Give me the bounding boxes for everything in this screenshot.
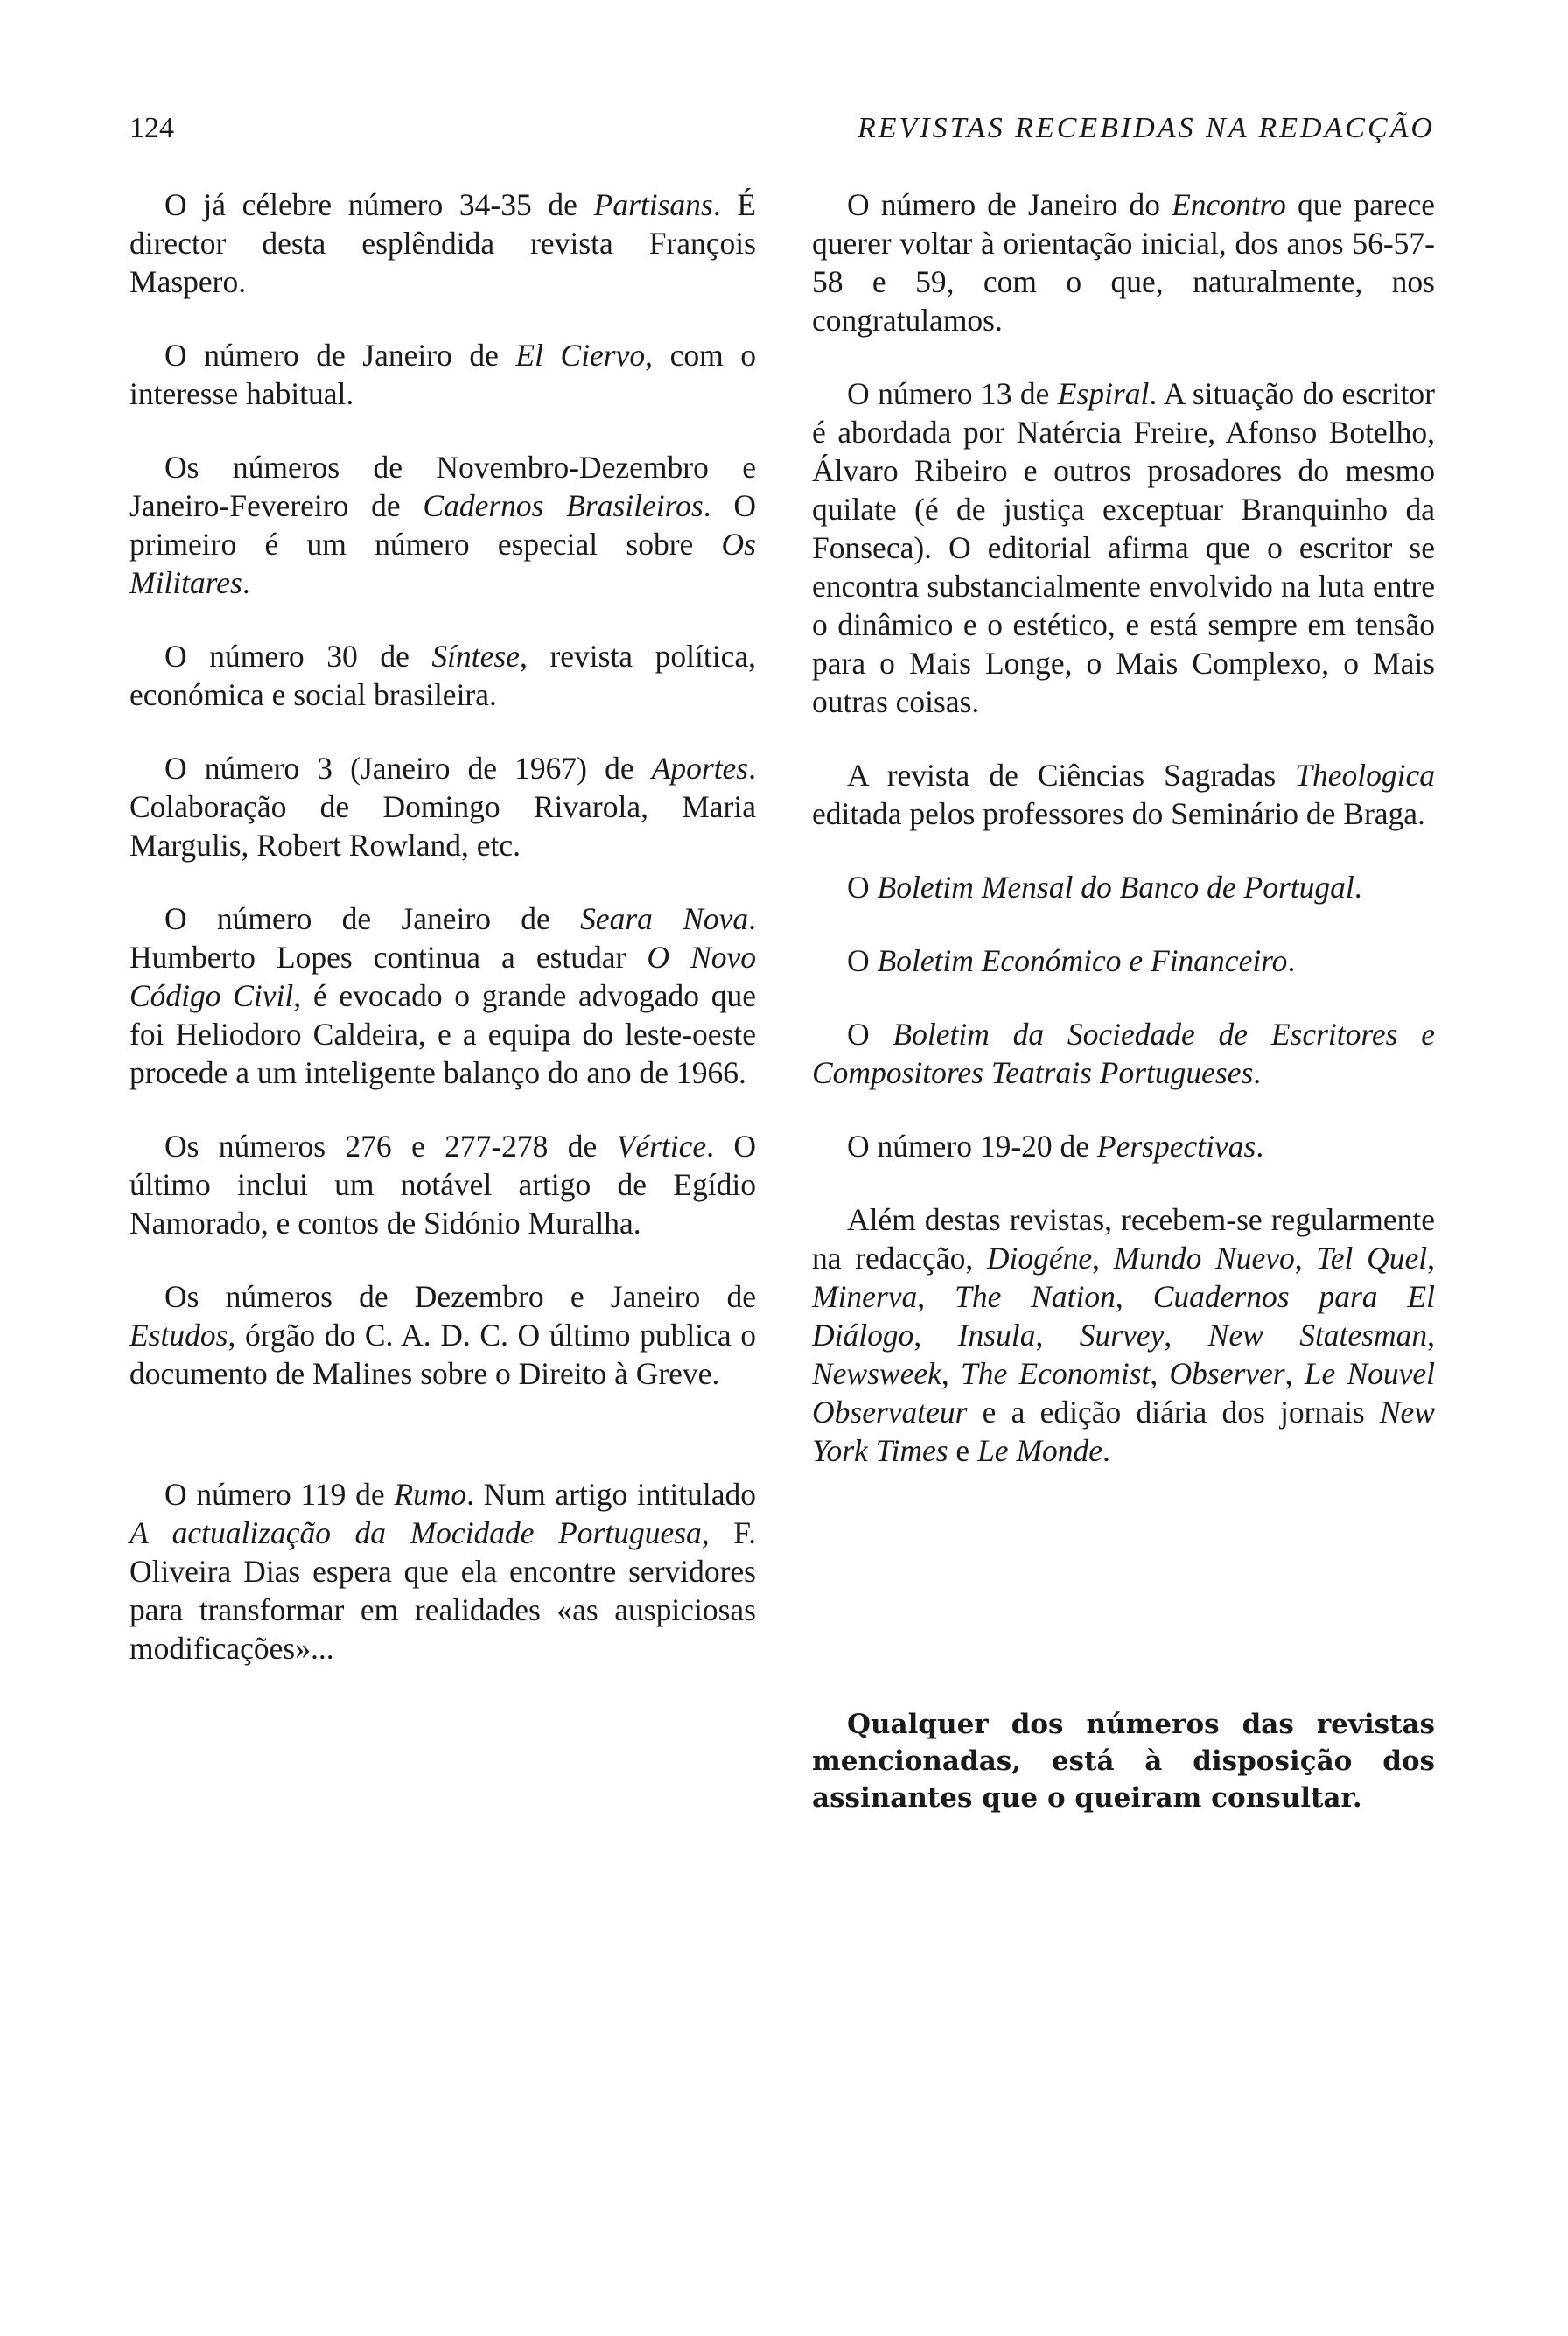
italic-title: Os Militares [130, 527, 756, 600]
left-paragraph [130, 1127, 756, 1242]
text-run: O [847, 943, 878, 978]
text-run: O número de Janeiro de [164, 338, 516, 373]
text-run: , [917, 1279, 956, 1314]
italic-title: O Novo Código Civil [130, 940, 756, 1013]
subscriber-notice: Qualquer dos números das revistas mencionadas, está à disposição dos assinantes que o queiram consultar. [812, 1709, 1435, 1814]
text-run: , [1035, 1318, 1080, 1353]
left-paragraph [130, 185, 756, 301]
text-run: , é evocado o grande advogado que foi Heliodoro Caldeira, e a equipa do leste-oeste procede a um inteligente balanço do ano de 1966. [130, 978, 756, 1090]
text-run: e a edição diária dos jornais [967, 1395, 1380, 1430]
text-run: , [1294, 1241, 1317, 1276]
italic-title: Observer [1169, 1356, 1285, 1391]
text-run: , [914, 1318, 958, 1353]
italic-title: Insula [957, 1318, 1036, 1353]
text-run: O número 30 de [164, 639, 432, 674]
italic-title: Cadernos Brasileiros [423, 488, 704, 523]
text-run: . O primeiro é um número especial sobre [130, 488, 756, 562]
text-run: Os números de Novembro-Dezembro e Janeiro-Fevereiro de [130, 450, 756, 523]
italic-title: Partisans [593, 187, 713, 222]
italic-title: Survey [1079, 1318, 1165, 1353]
text-run: . [1256, 1129, 1264, 1164]
text-run: O número 3 (Janeiro de 1967) de [164, 751, 652, 786]
left-paragraph [130, 448, 756, 602]
italic-title: Diogéne [986, 1241, 1093, 1276]
italic-title: The Nation [955, 1279, 1116, 1314]
italic-title: Seara Nova [580, 901, 749, 936]
right-paragraph [812, 1127, 1435, 1165]
text-run: . É director desta esplêndida revista François Maspero. [130, 187, 756, 299]
right-paragraph [812, 941, 1435, 980]
text-run: . O último inclui um notável artigo de Egídio Namorado, e contos de Sidónio Muralha. [130, 1129, 757, 1241]
text-run: , [1115, 1279, 1153, 1314]
text-run: que parece querer voltar à orientação inicial, dos anos 56-57-58 e 59, com o que, naturalmente, nos congratulamos. [812, 187, 1435, 338]
text-run: , F. Oliveira Dias espera que ela encontre servidores para transformar em realidades «as auspiciosas modificações»... [130, 1515, 756, 1666]
text-run: . [242, 565, 250, 600]
text-run: O número de Janeiro de [164, 901, 581, 936]
italic-title: Rumo [394, 1477, 467, 1512]
text-run: O [847, 1017, 893, 1052]
text-run: e [948, 1433, 978, 1468]
left-paragraph [130, 336, 756, 413]
italic-title: Espiral [1057, 376, 1150, 411]
text-run: O número 19-20 de [847, 1129, 1097, 1164]
left-paragraph [130, 749, 756, 864]
italic-title: A actualização da Mocidade Portuguesa [130, 1515, 702, 1550]
text-run: O número 13 de [847, 376, 1058, 411]
italic-title: Encontro [1172, 187, 1286, 222]
left-paragraph [130, 637, 756, 714]
right-paragraph [812, 374, 1435, 721]
page-number: 124 [130, 112, 174, 144]
right-paragraph [812, 756, 1435, 833]
text-run: A revista de Ciências Sagradas [847, 758, 1296, 793]
text-run: O número 119 de [164, 1477, 395, 1512]
text-run: O [847, 870, 878, 905]
text-run: , [1150, 1356, 1170, 1391]
right-paragraph [812, 868, 1435, 906]
italic-title: Mundo Nuevo [1113, 1241, 1295, 1276]
text-run: , [1164, 1318, 1208, 1353]
text-run: . Colaboração de Domingo Rivarola, Maria Margulis, Robert Rowland, etc. [130, 751, 756, 863]
italic-title: Le Nouvel Observateur [812, 1356, 1436, 1430]
text-run: , [941, 1356, 962, 1391]
right-paragraph [812, 1200, 1435, 1470]
text-run: Os números 276 e 277-278 de [164, 1129, 617, 1164]
italic-title: New Statesman [1208, 1318, 1428, 1353]
right-paragraph [812, 1015, 1435, 1092]
text-run: , com o interesse habitual. [130, 338, 757, 411]
text-run: Além destas revistas, recebem-se regularmente na redacção, [812, 1202, 1435, 1276]
italic-title: Perspectivas [1096, 1129, 1256, 1164]
text-run: O número de Janeiro do [847, 187, 1172, 222]
right-column [812, 185, 1435, 1505]
text-run: , [1427, 1318, 1436, 1353]
italic-title: Minerva [812, 1279, 918, 1314]
italic-title: Estudos [130, 1318, 228, 1353]
text-run: . [1102, 1433, 1110, 1468]
text-run: . [1354, 870, 1362, 905]
text-run: , [1092, 1241, 1114, 1276]
left-paragraph [130, 1277, 756, 1393]
text-run: Os números de Dezembro e Janeiro de [164, 1279, 756, 1314]
italic-title: Tel Quel [1316, 1241, 1428, 1276]
italic-title: Theologica [1295, 758, 1435, 793]
italic-title: Boletim da Sociedade de Escritores e Compositores Teatrais Portugueses [812, 1017, 1435, 1090]
running-head: REVISTAS RECEBIDAS NA REDACÇÃO [857, 112, 1435, 144]
text-run: . A situação do escritor é abordada por Natércia Freire, Afonso Botelho, Álvaro Ribeiro e outros prosadores do mesmo quilate (é de justiça exceptuar Branquinho da Fonseca). O editorial afirma que o escritor se encontra substancialmente envolvido na luta entre o dinâmico e o estético, e está sempre em tensão para o Mais Longe, o Mais Complexo, o Mais outras coisas. [812, 376, 1435, 719]
italic-title: New York Times [812, 1395, 1435, 1468]
text-run: , [1284, 1356, 1305, 1391]
text-run: . Humberto Lopes continua a estudar [130, 901, 757, 975]
italic-title: Boletim Económico e Financeiro [877, 943, 1288, 978]
text-run: . [1287, 943, 1296, 978]
italic-title: Newsweek [812, 1356, 942, 1391]
text-run: , revista política, económica e social brasileira. [130, 639, 756, 712]
italic-title: Síntese [431, 639, 520, 674]
text-run: . [1253, 1055, 1262, 1090]
text-run: editada pelos professores do Seminário de Braga. [812, 796, 1425, 831]
italic-title: Vértice [616, 1129, 707, 1164]
left-paragraph [130, 1475, 756, 1668]
italic-title: Cuadernos para El Diálogo [812, 1279, 1436, 1353]
italic-title: The Economist [961, 1356, 1151, 1391]
text-run: O já célebre número 34-35 de [164, 187, 594, 222]
italic-title: Aportes [651, 751, 749, 786]
right-paragraph [812, 185, 1435, 339]
left-paragraph [130, 899, 756, 1092]
left-column [130, 185, 756, 1703]
text-run: , [1427, 1241, 1435, 1276]
italic-title: Le Monde [977, 1433, 1103, 1468]
italic-title: Boletim Mensal do Banco de Portugal [877, 870, 1354, 905]
italic-title: El Ciervo [515, 338, 646, 373]
text-run: . Num artigo intitulado [466, 1477, 756, 1512]
text-run: , órgão do C. A. D. C. O último publica o documento de Malines sobre o Direito à Greve. [130, 1318, 756, 1391]
